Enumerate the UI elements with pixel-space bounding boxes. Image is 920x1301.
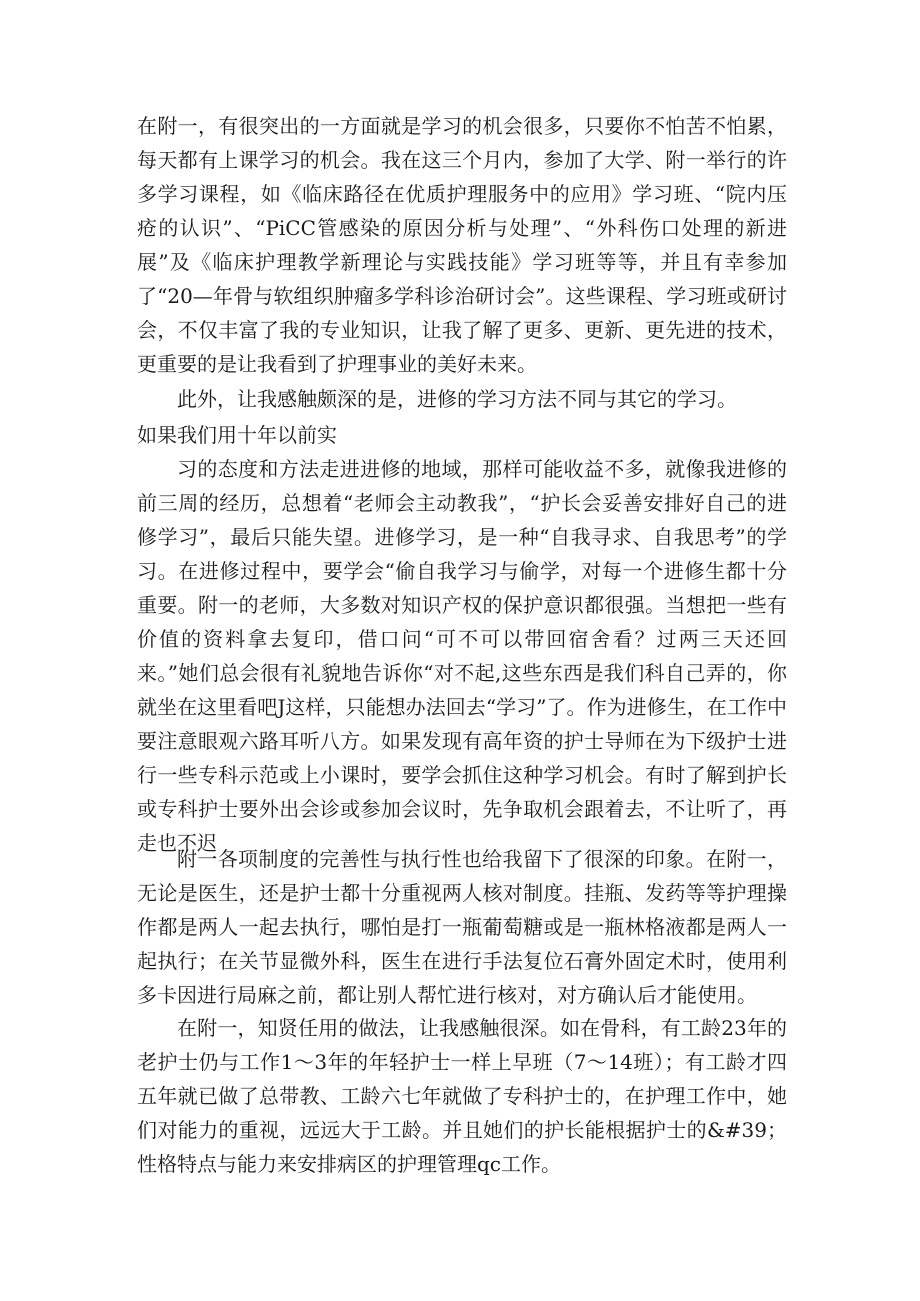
paragraph-fragment: 如果我们用十年以前实 [137, 423, 337, 447]
paragraph-self-learning: 习的态度和方法走进进修的地域，那样可能收益不多，就像我进修的前三周的经历，总想着“老师会主动教我”，“护长会妥善安排好自己的进修学习”，最后只能失望。进修学习，是一种“自我寻求、自我思考”的学习。在进修过程中，要学会“偷自我学习与偷学，对每一个进修生都十分重要。附一的老师，大多数对知识产权的保护意识都很强。当想把一些有价值的资料拿去复印，借口问“可不可以带回宿舍看？过两三天还回来。”她们总会很有礼貌地告诉你“对不起,这些东西是我们科自己弄的，你就坐在这里看吧J这样，只能想办法回去“学习”了。作为进修生，在工作中要注意眼观六路耳听八方。如果发现有高年资的护士导师在为下级护士进行一些专科示范或上小课时，要学会抓住这种学习机会。有时了解到护长或专科护士要外出会诊或参加会议时，先争取机会跟着去，不让听了，再走也不迟 [137, 457, 787, 855]
paragraph-merit-appointment: 在附一，知贤任用的做法，让我感触很深。如在骨科，有工龄23年的老护士仍与工作1～3年的年轻护士一样上早班（7～14班）；有工龄才四五年就已做了总带教、工龄六七年就做了专科护士的，在护理工作中，她们对能力的重视，远远大于工龄。并且她们的护长能根据护士的&#39；性格特点与能力来安排病区的护理管理qc工作。 [137, 1016, 787, 1176]
paragraph-system-execution: 附一各项制度的完善性与执行性也给我留下了很深的印象。在附一，无论是医生，还是护士都十分重视两人核对制度。挂瓶、发药等等护理操作都是两人一起去执行，哪怕是打一瓶葡萄糖或是一瓶林格液都是两人一起执行；在关节显微外科，医生在进行手法复位石膏外固定术时，使用利多卡因进行局麻之前，都让别人帮忙进行核对，对方确认后才能使用。 [137, 847, 787, 1007]
paragraph-learning-opportunities: 在附一，有很突出的一方面就是学习的机会很多，只要你不怕苦不怕累，每天都有上课学习的机会。我在这三个月内，参加了大学、附一举行的许多学习课程，如《临床路径在优质护理服务中的应用》学习班、“院内压疮的认识”、“PiCC管感染的原因分析与处理”、“外科伤口处理的新进展”及《临床护理教学新理论与实践技能》学习班等等，并且有幸参加了“20—年骨与软组织肿瘤多学科诊治研讨会”。这些课程、学习班或研讨会，不仅丰富了我的专业知识，让我了解了更多、更新、更先进的技术，更重要的是让我看到了护理事业的美好未来。 [137, 114, 787, 376]
paragraph-study-method: 此外，让我感触颇深的是，进修的学习方法不同与其它的学习。 [177, 387, 737, 411]
